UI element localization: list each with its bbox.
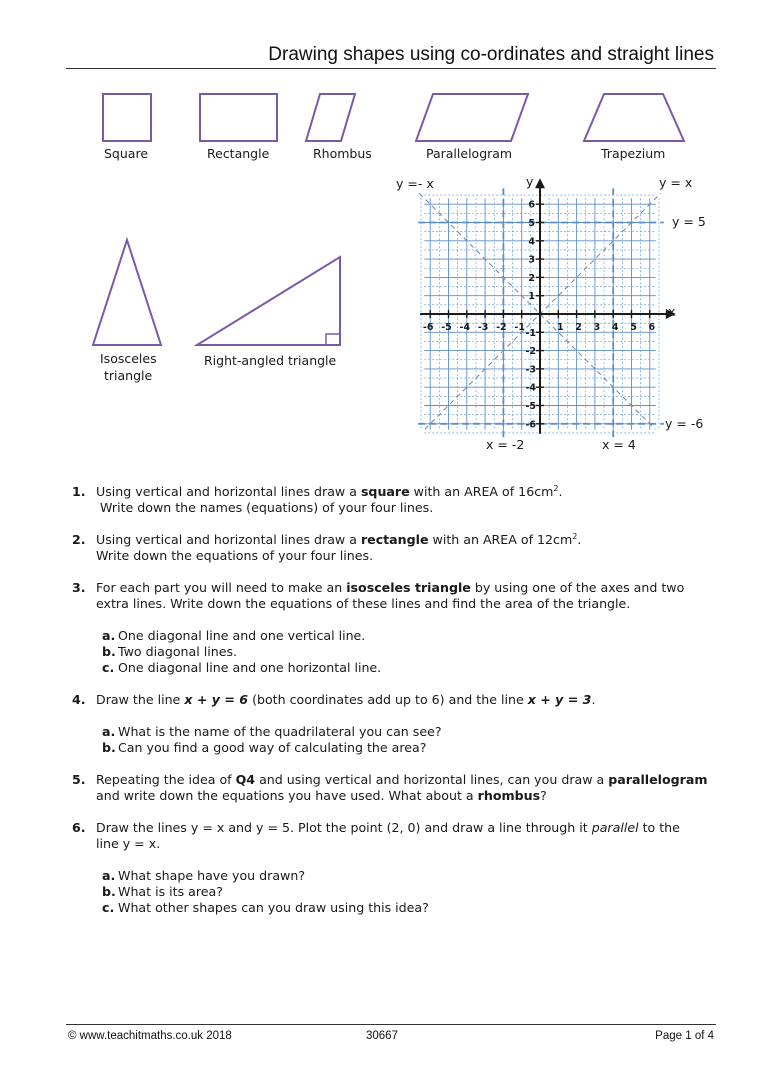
q5-keyword-1: parallelogram (608, 772, 708, 787)
q2-text-a: Using vertical and horizontal lines draw a (96, 532, 361, 547)
question-2 (68, 532, 718, 564)
footer-resource-id: 30667 (366, 1030, 398, 1042)
question-3-subparts (96, 628, 718, 676)
question-1-line-1 (96, 484, 718, 500)
rectangle-shape (200, 94, 277, 141)
label-x-axis: x (668, 304, 676, 319)
square-shape (103, 94, 151, 141)
subpart-letter: c. (102, 900, 115, 915)
isosceles-triangle-shape (93, 240, 161, 345)
y-tick-label: -5 (525, 401, 536, 412)
question-2-line-2: Write down the equations of your four lines. (96, 548, 374, 563)
label-y-neg-x: y =- x (396, 176, 434, 191)
q2-text-c: with an AREA of 12cm (428, 532, 573, 547)
q6-emphasis: parallel (591, 820, 639, 835)
q4-equation-2: x + y = 3 (527, 692, 592, 707)
isosceles-label-line1: Isosceles (100, 351, 157, 366)
trapezium-shape (584, 94, 684, 141)
q2-superscript: 2 (572, 531, 578, 541)
question-number: 1. (72, 484, 86, 499)
q5-text-2a: and write down the equations you have used. What about a (96, 788, 478, 803)
subpart-text: What is its area? (118, 884, 223, 899)
q5-keyword-2: rhombus (477, 788, 541, 803)
y-axis-arrow (535, 178, 545, 188)
q3-text-a: For each part you will need to make an (96, 580, 347, 595)
subpart-letter: a. (102, 724, 116, 739)
subpart (96, 628, 718, 644)
q4-text-e: . (591, 692, 596, 707)
question-5-line-2 (96, 788, 718, 804)
x-tick-label: 1 (556, 322, 564, 333)
question-number: 4. (72, 692, 86, 707)
y-tick-label: 3 (528, 254, 535, 266)
q1-text-c: with an AREA of 16cm (409, 484, 554, 499)
y-tick-label: 4 (528, 236, 535, 248)
question-3-line-1 (96, 580, 718, 596)
question-6-line-1 (96, 820, 718, 836)
x-tick-label: -1 (514, 322, 525, 333)
question-2-line-1 (96, 532, 718, 548)
y-tick-label: -6 (525, 419, 536, 431)
footer-copyright: © www.teachitmaths.co.uk 2018 (68, 1030, 232, 1042)
subpart-text: What shape have you drawn? (118, 868, 305, 883)
parallelogram-label: Parallelogram (426, 146, 513, 161)
question-3-line-2: extra lines. Write down the equations of these lines and find the area of the triangle. (96, 596, 631, 611)
subpart-letter: a. (102, 868, 116, 883)
page-title: Drawing shapes using co-ordinates and straight lines (268, 44, 714, 65)
square-label: Square (104, 146, 149, 161)
rectangle-label: Rectangle (207, 146, 270, 161)
x-tick-label: 3 (593, 322, 601, 333)
question-3 (68, 580, 718, 676)
question-5 (68, 772, 718, 804)
x-tick-label: -2 (496, 322, 507, 333)
subpart-letter: c. (102, 660, 115, 675)
line-y-equals-neg-x (419, 193, 655, 429)
right-angle-marker (326, 334, 340, 345)
x-tick-label: 5 (630, 322, 637, 333)
y-tick-label: 1 (528, 291, 535, 303)
label-y-neg6: y = -6 (665, 416, 704, 431)
line-y-equals-x (422, 193, 661, 429)
right-angled-triangle-shape (197, 257, 340, 345)
label-x-4: x = 4 (602, 437, 636, 452)
y-tick-label: 2 (528, 272, 535, 284)
y-tick-label: -4 (525, 382, 536, 394)
subpart-text: What is the name of the quadrilateral you can see? (118, 724, 442, 739)
question-6 (68, 820, 718, 916)
y-tick-label: -1 (525, 327, 536, 339)
question-1-line-2: Write down the names (equations) of your four lines. (100, 500, 434, 515)
q1-text-a: Using vertical and horizontal lines draw a (96, 484, 361, 499)
x-tick-label: 2 (575, 322, 582, 333)
label-y-x: y = x (659, 175, 693, 190)
label-x-neg2: x = -2 (486, 437, 525, 452)
trapezium-label: Trapezium (601, 146, 666, 161)
q4-equation-1: x + y = 6 (184, 692, 249, 707)
footer-divider (66, 1024, 716, 1025)
subpart (96, 644, 718, 660)
parallelogram-shape (416, 94, 528, 141)
question-4-subparts (96, 724, 718, 756)
question-number: 5. (72, 772, 86, 787)
question-1 (68, 484, 718, 516)
subpart (96, 660, 718, 676)
subpart-letter: b. (102, 884, 116, 899)
q1-text-d: . (558, 484, 563, 499)
footer-page-number: Page 1 of 4 (655, 1030, 714, 1042)
x-tick-label: 6 (648, 322, 656, 333)
subpart-letter: b. (102, 740, 116, 755)
question-number: 6. (72, 820, 86, 835)
q4-text-c: (both coordinates add up to 6) and the line (248, 692, 528, 707)
subpart (96, 868, 718, 884)
question-4-line-1 (96, 692, 718, 708)
question-5-line-1 (96, 772, 718, 788)
y-tick-label: 5 (528, 218, 535, 229)
subpart-text: Two diagonal lines. (118, 644, 238, 659)
x-tick-label: -3 (477, 322, 489, 333)
right-angled-label: Right-angled triangle (204, 353, 337, 368)
subpart (96, 900, 718, 916)
q4-text-a: Draw the line (96, 692, 185, 707)
subpart-text: What other shapes can you draw using this idea? (118, 900, 429, 915)
question-4 (68, 692, 718, 756)
y-tick-label: -2 (525, 346, 536, 358)
q6-text-a: Draw the lines y = x and y = 5. Plot the point (2, 0) and draw a line through it (96, 820, 592, 835)
subpart-letter: b. (102, 644, 116, 659)
subpart (96, 884, 718, 900)
x-tick-label: 4 (611, 322, 619, 333)
q1-superscript: 2 (553, 483, 559, 493)
rhombus-shape (306, 94, 355, 141)
subpart-letter: a. (102, 628, 116, 643)
subpart-text: One diagonal line and one horizontal line. (118, 660, 382, 675)
q5-text-c: and using vertical and horizontal lines, can you draw a (255, 772, 609, 787)
subpart (96, 740, 718, 756)
subpart-text: Can you find a good way of calculating the area? (118, 740, 427, 755)
label-y-5: y = 5 (672, 214, 706, 229)
q5-text-a: Repeating the idea of (96, 772, 236, 787)
question-number: 3. (72, 580, 86, 595)
isosceles-label-line2: triangle (104, 368, 153, 383)
coordinate-grid (380, 168, 720, 458)
rhombus-label: Rhombus (313, 146, 372, 161)
label-y-axis: y (526, 174, 534, 189)
subpart (96, 724, 718, 740)
subpart-text: One diagonal line and one vertical line. (118, 628, 366, 643)
q2-text-d: . (577, 532, 582, 547)
x-tick-label: -5 (441, 322, 452, 333)
y-tick-label: -3 (525, 364, 536, 376)
question-6-subparts (96, 868, 718, 916)
question-number: 2. (72, 532, 86, 547)
question-6-line-2: line y = x. (96, 836, 161, 851)
x-tick-label: -6 (422, 322, 434, 333)
q1-keyword: square (360, 484, 410, 499)
q5-reference: Q4 (235, 772, 256, 787)
x-tick-label: -4 (459, 322, 471, 333)
q3-keyword: isosceles triangle (346, 580, 471, 595)
q5-text-2c: ? (540, 788, 547, 803)
q6-text-c: to the (638, 820, 680, 835)
y-tick-label: 6 (528, 199, 535, 211)
q3-text-c: by using one of the axes and two (470, 580, 685, 595)
questions-list (68, 484, 718, 932)
q2-keyword: rectangle (360, 532, 429, 547)
